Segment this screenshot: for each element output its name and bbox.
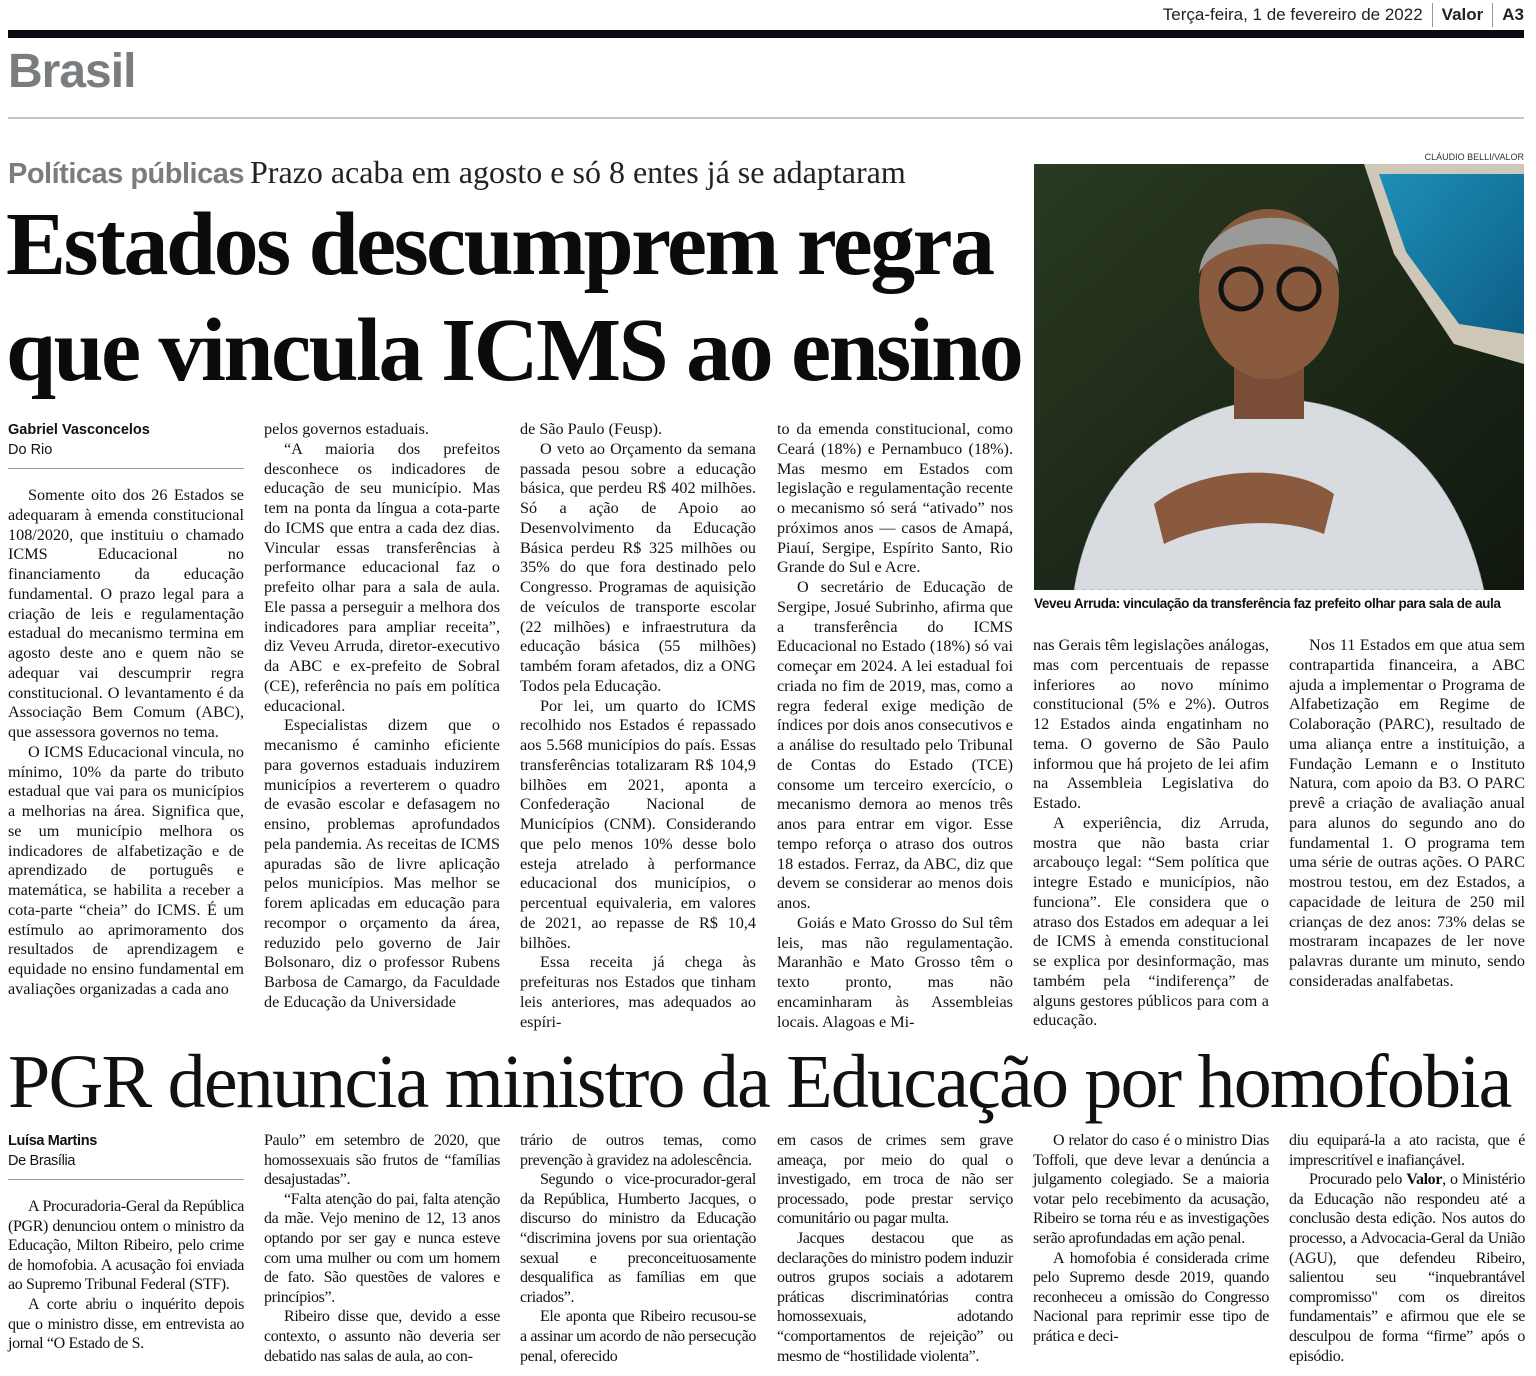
body-paragraph: Goiás e Mato Grosso do Sul têm leis, mas não regulamentação. Maranhão e Mato Grosso têm o texto pronto, mas não encaminharam às Assembleias locais. Alagoas e Mi- xyxy=(777,913,1013,1031)
body-paragraph: A corte abriu o inquérito depois que o ministro disse, em entrevista ao jornal “O Estado de S. xyxy=(8,1295,244,1353)
brand-mention: Valor xyxy=(1406,1171,1443,1189)
divider xyxy=(1492,3,1493,27)
body-paragraph: pelos governos estaduais. xyxy=(264,420,429,438)
headline-line: Estados descumprem regra xyxy=(6,195,993,294)
body-paragraph: “A maioria dos prefeitos desconhece os indicadores de educação de seu município. Mas tem na ponta da língua a cota-parte do ICMS que entra a cada dez dias. Vincular essas transferências à performance educacional faz o prefeito olhar para a sala de aula. Ele passa a perseguir a melhora dos indicadores para ampliar receita”, diz Veveu Arruda, diretor-executivo da ABC e ex-prefeito de Sobral (CE), referência no país em política educacional. xyxy=(264,439,500,715)
article-kicker xyxy=(8,154,906,191)
article-column xyxy=(777,1131,1013,1366)
article-column xyxy=(1033,1131,1269,1347)
body-paragraph: Paulo” em setembro de 2020, que homossexuais são frutos de “famílias desajustadas”. xyxy=(264,1132,500,1189)
brand-name: Valor xyxy=(1441,5,1484,24)
edition-date: Terça-feira, 1 de fevereiro de 2022 xyxy=(1162,5,1423,24)
byline-rule xyxy=(8,1179,244,1180)
article-column xyxy=(520,1131,756,1366)
author-location: De Brasília xyxy=(8,1153,76,1169)
article-column xyxy=(1289,636,1525,992)
body-paragraph: Especialistas dizem que o mecanismo é caminho eficiente para governos estaduais induzirem municípios a reverterem o quadro de evasão escolar e defasagem no ensino, problemas aprofundados pela pandemia. As receitas de ICMS apuradas são de livre aplicação pelos municípios. Mas melhor se forem aplicadas em educação para recompor o orçamento da área, reduzido pelo governo de Jair Bolsonaro, diz o professor Rubens Barbosa de Camargo, da Faculdade de Educação da Universidade xyxy=(264,716,500,1011)
author-location: Do Rio xyxy=(8,442,53,458)
body-paragraph: “Falta atenção do pai, falta atenção da mãe. Vejo menino de 12, 13 anos optando por ser gay e nunca esteve com uma mulher ou com um homem de fato. São questões de valores e princípios”. xyxy=(264,1190,500,1306)
article-column xyxy=(777,420,1013,1032)
body-paragraph: O ICMS Educacional vincula, no mínimo, 10% da parte do tributo estadual que vai para os municípios a melhorias na área. Significa que, se um município melhora os indicadores de alfabetização e de aprendizado de português e matemática, se habilita a receber a cota-parte “cheia” do ICMS. É um estímulo ao aprimoramento dos resultados de aprendizagem e equidade no ensino fundamental em avaliações organizadas a cada ano xyxy=(8,742,244,998)
body-paragraph: Somente oito dos 26 Estados se adequaram à emenda constitucional 108/2020, que instituiu o chamado ICMS Educacional no financiamento da educação fundamental. O prazo legal para a criação de leis e regulamentação estadual do mecanismo termina em agosto deste ano e quem não se adequar vai descumprir regra constitucional. O levantamento é da Associação Bem Comum (ABC), que assessora governos no tema. xyxy=(8,486,244,741)
body-paragraph: Essa receita já chega às prefeituras nos Estados que tinham leis anteriores, mas adequados ao espíri- xyxy=(520,953,756,1031)
article-column xyxy=(520,420,756,1032)
author-name: Luísa Martins xyxy=(8,1133,97,1149)
body-paragraph: Segundo o vice-procurador-geral da República, Humberto Jacques, o discurso do ministro da Educação “discrimina jovens por sua orientação sexual e preconceituosamente desqualifica as famílias em que criados”. xyxy=(520,1171,756,1306)
section-rule xyxy=(8,117,1524,119)
portrait-photo xyxy=(1034,164,1524,590)
body-paragraph: A homofobia é considerada crime pelo Supremo desde 2019, quando reconheceu a omissão do Congresso Nacional para reprimir esse tipo de prática e deci- xyxy=(1033,1249,1269,1345)
photo-credit: CLÁUDIO BELLI/VALOR xyxy=(1424,152,1524,162)
photo-caption: Veveu Arruda: vinculação da transferência faz prefeito olhar para sala de aula xyxy=(1034,596,1501,611)
byline-rule xyxy=(8,468,244,469)
article-column xyxy=(8,420,244,1000)
body-paragraph: Por lei, um quarto do ICMS recolhido nos Estados é repassado aos 5.568 municípios do país. Essas transferências totalizaram R$ 104,9 bilhões em 2021, aponta a Confederação Nacional de Municípios (CNM). Considerando que pelo menos 10% desse bolo esteja atrelado à performance educacional dos municípios, o percentual equivaleria, em valores de 2021, ao repasse de R$ 10,4 bilhões. xyxy=(520,696,756,952)
article-column xyxy=(264,1131,500,1366)
body-paragraph: Nos 11 Estados em que atua sem contrapartida financeira, a ABC ajuda a implementar o Programa de Alfabetização em Regime de Colaboração (PARC), resultado de uma aliança entre a instituição, a Fundação Lemann e o Instituto Natura, com apoio da B3. O PARC prevê a criação de avaliação anual para alunos do segundo ano do fundamental 1. O programa tem uma série de outras ações. O PARC mostrou testou, em dez Estados, a capacidade de leitura de 250 mil crianças de dez anos: 73% delas se mostraram incapazes de ler nove palavras durante um minuto, sendo consideradas analfabetas. xyxy=(1289,636,1525,990)
article-column xyxy=(1033,636,1269,1031)
article-headline xyxy=(6,192,1022,404)
body-paragraph: O veto ao Orçamento da semana passada pesou sobre a educação básica, que perdeu R$ 402 milhões. Só a ação de Apoio ao Desenvolvimento da Educação Básica perdeu R$ 325 milhões ou 35% do que fora destinado pelo Congresso. Programas de aquisição de veículos de transporte escolar (22 milhões) e infraestrutura da educação básica (55 milhões) também foram afetados, diz a ONG Todos pela Educação. xyxy=(520,439,756,695)
kicker-topic: Políticas públicas xyxy=(8,158,244,190)
article-photo xyxy=(1034,164,1524,590)
body-paragraph: Ribeiro disse que, devido a esse contexto, o assunto não deveria ser debatido nas salas de aula, ao con- xyxy=(264,1308,500,1365)
author-name: Gabriel Vasconcelos xyxy=(8,422,150,438)
body-paragraph: diu equipará-la a ato racista, que é imprescritível e inafiançável. xyxy=(1289,1132,1525,1169)
article-subtitle: Prazo acaba em agosto e só 8 entes já se adaptaram xyxy=(249,154,906,190)
article-column xyxy=(1289,1131,1525,1366)
body-paragraph: Procurado pelo Valor, o Ministério da Educação não respondeu até a conclusão desta edição. Nos autos do processo, a Advocacia-Geral da União (AGU), que defendeu Ribeiro, salientou seu “inquebrantável compromisso" com os direitos fundamentais” e afirmou que ele se desculpou de forma “firme” após o episódio. xyxy=(1289,1171,1525,1365)
headline-line: que vincula ICMS ao ensino xyxy=(6,301,1022,400)
body-paragraph: nas Gerais têm legislações análogas, mas com percentuais de repasse inferiores ao novo mínimo constitucional (5% e 2%). Outros 12 Estados ainda engatinham no tema. O governo de São Paulo informou que há projeto de lei afim na Assembleia Legislativa do Estado. xyxy=(1033,636,1269,812)
body-paragraph: em casos de crimes sem grave ameaça, por meio do qual o investigado, em troca de não ser processado, pode prestar serviço comunitário ou pagar multa. xyxy=(777,1132,1013,1228)
body-paragraph: de São Paulo (Feusp). xyxy=(520,420,663,438)
body-paragraph: A experiência, diz Arruda, mostra que não basta criar arcabouço legal: “Sem política que integre Estado e municípios, não funciona”. Ele considera que o atraso dos Estados em adequar a lei de ICMS à emenda constitucional se explica por desinformação, mas também pela “indiferença” de alguns gestores públicos para com a educação. xyxy=(1033,813,1269,1030)
byline xyxy=(8,1131,244,1180)
page-number: A3 xyxy=(1502,5,1524,24)
body-paragraph: trário de outros temas, como prevenção à gravidez na adolescência. xyxy=(520,1132,756,1169)
article-column xyxy=(8,1131,244,1354)
body-paragraph: O relator do caso é o ministro Dias Toffoli, que deve levar a denúncia a julgamento colegiado. Se a maioria votar pelo recebimento da acusação, Ribeiro se torna réu e as investigações serão aprofundadas em ação penal. xyxy=(1033,1132,1269,1247)
body-paragraph: Ele aponta que Ribeiro recusou-se a assinar um acordo de não persecução penal, oferecido xyxy=(520,1308,756,1365)
masthead xyxy=(1163,2,1524,28)
article-headline: PGR denuncia ministro da Educação por homofobia xyxy=(8,1040,1511,1124)
section-title: Brasil xyxy=(8,45,136,98)
article-column xyxy=(264,420,500,1013)
byline xyxy=(8,420,244,469)
body-paragraph: Jacques destacou que as declarações do ministro podem induzir outros grupos sociais a adotarem práticas discriminatórias contra homossexuais, adotando “comportamentos de rejeição” ou mesmo de “hostilidade violenta”. xyxy=(777,1229,1013,1365)
body-paragraph: A Procuradoria-Geral da República (PGR) denunciou ontem o ministro da Educação, Milton Ribeiro, pelo crime de homofobia. A acusação foi enviada ao Supremo Tribunal Federal (STF). xyxy=(8,1198,244,1294)
body-paragraph: to da emenda constitucional, como Ceará (18%) e Pernambuco (18%). Mas mesmo em Estados com legislação e regulamentação recente o mecanismo só será “ativado” nos próximos anos — casos de Amapá, Piauí, Sergipe, Espírito Santo, Rio Grande do Sul e Acre. xyxy=(777,420,1013,577)
masthead-rule xyxy=(8,30,1524,38)
body-paragraph: O secretário de Educação de Sergipe, Josué Subrinho, afirma que a transferência do ICMS Educacional no Estado (18%) só vai começar em 2024. A lei estadual foi criada no fim de 2019, mas, como a regra federal exige medição de índices por dois anos consecutivos e a análise do resultado pelo Tribunal de Contas do Estado (TCE) consome um terceiro exercício, o mecanismo demora ao menos três anos para entrar em vigor. Esse tempo reforça o atraso dos outros 18 estados. Ferraz, da ABC, diz que devem se considerar ao menos dois anos. xyxy=(777,578,1013,912)
divider xyxy=(1432,3,1433,27)
